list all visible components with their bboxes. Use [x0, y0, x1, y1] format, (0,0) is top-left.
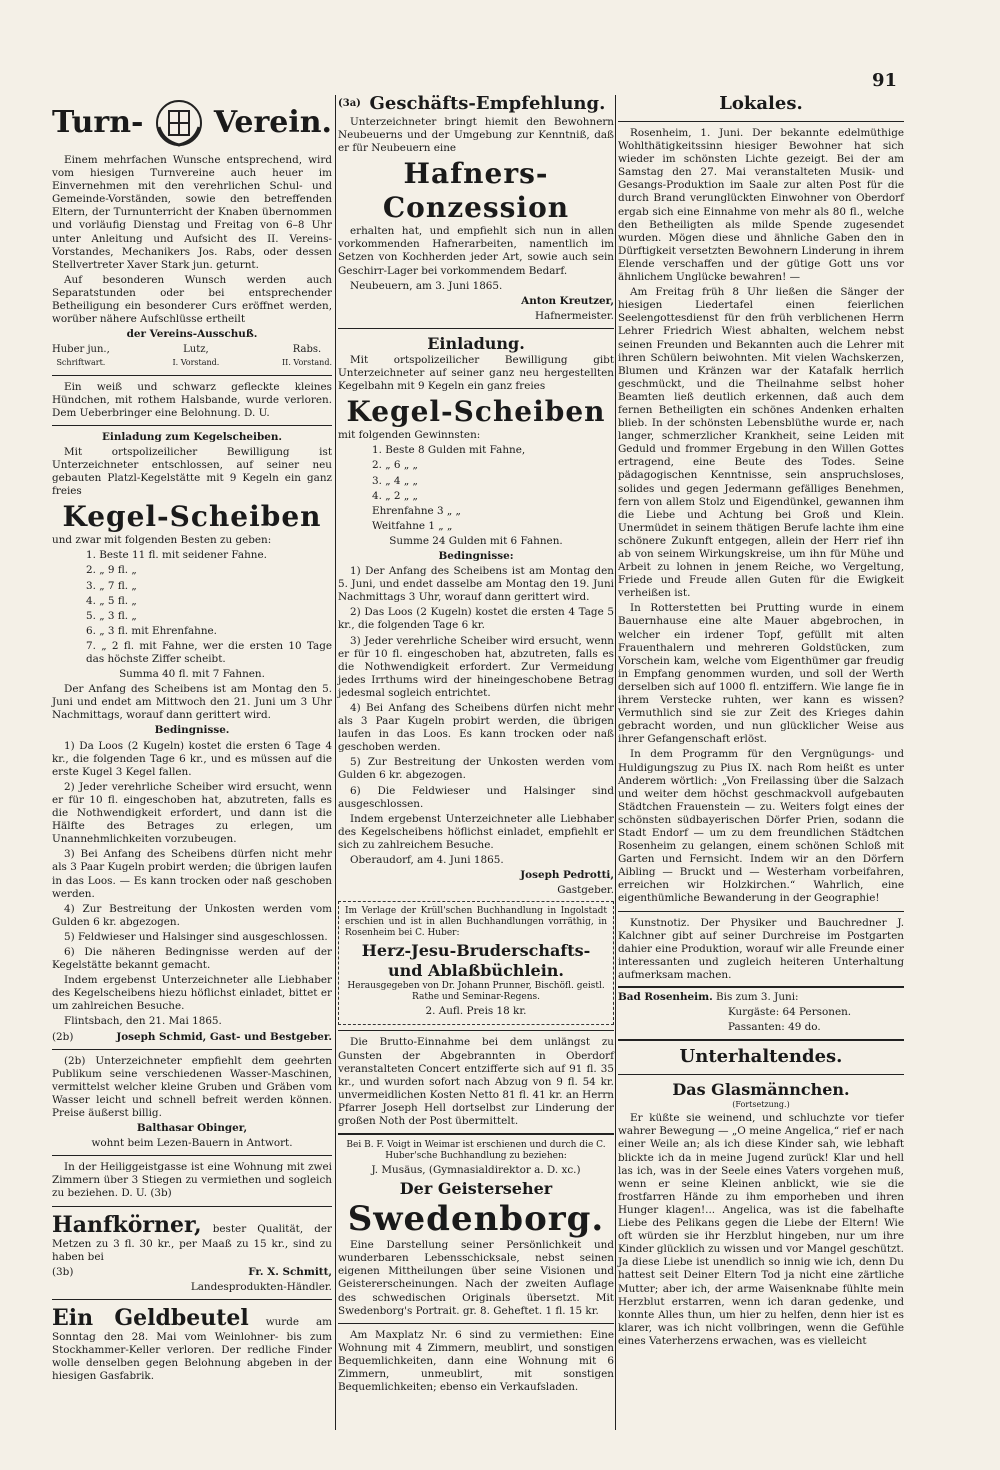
bad-text: Bis zum 3. Juni: — [716, 991, 799, 1003]
bedingnisse-title: Bedingnisse. — [154, 724, 230, 737]
prize-item: 3. „ 7 fl. „ — [86, 579, 137, 592]
kegel-scheiben2-title: Kegel-Scheiben — [346, 395, 606, 429]
signature-schmid: (2b) Joseph Schmid, Gast- und Bestgeber. — [52, 1030, 332, 1043]
summa2: Summe 24 Gulden mit 6 Fahnen. — [389, 534, 563, 547]
story-text: Er küßte sie weinend, und schluchzte vor tiefer wahrer Bewegung — „O meine Angelica,“ rief er nach einer Weile an; als ich diese Kinder sah, wie lebhaft blickte ich da in meine Jugend zurück! Klar und hell las ich, was in der Seele eines Vaters vorgehen muß, wenn er seine Kleinen anblickt, wie sie die frostfarren Hände zu ihm emporheben und ihren Hunger klagen!... Angelica, was ist die fabelhafte Liebe des Pelikans gegen die Liebe der Eltern! Wie oft würden sie ihr Herzblut hingeben, nur um ihre Kinder glücklich zu wissen und vor Mangel geschützt. Ja diese Liebe ist unendlich so innig wie ich, denn Du hattest seit Deiner Eltern Tod ja nicht eine zärtliche Mutter; aber ich, der arme Waisenknabe fühlte mein Herzblut erstarren, wenn ich daran gedenke, und konnte Alles thun, um hier zu helfen, denn hier ist es klarer, was ich nicht vollbringen, wenn die Gefühle eines Vaterherzens erwachen, was es vielleicht — [618, 1112, 904, 1347]
condition-item: 5) Zur Bestreitung der Unkosten werden vom Gulden 6 kr. abgezogen. — [338, 756, 614, 782]
column-left — [52, 92, 332, 1385]
column-divider — [335, 95, 336, 1430]
wasser-ad: (2b) Unterzeichneter empfiehlt dem geehrten Publikum seine verschiedenen Wasser-Maschinen, vermittelst welcher kleine Gruben und Gräben vom Wasser leicht und schnell befreit werden können. Preise äußerst billig. — [52, 1054, 332, 1119]
lokales-article: Rosenheim, 1. Juni. Der bekannte edelmüthige Wohlthätigkeitssinn hiesiger Bewohner hat sich wieder im schönsten Lichte gezeigt. Bei der am Samstag den 27. Mai veranstalteten Musik- und Gesangs-Produktion im Saale zur alten Post für die durch Brand verunglückten Einwohner von Oberdorf ergab sich eine Einnahme von mehr als 80 fl., welche den Betheiligten als milde Spende zugesendet wurden. Mögen diese und ähnliche Gaben den in Dürftigkeit versetzten Bewohnern Linderung in ihrem Elende verschaffen und der gütige Gott uns vor ähnlichem Unglücke bewahren! — — [618, 127, 904, 284]
obinger-address: wohnt beim Lezen-Bauern in Antwort. — [91, 1137, 293, 1150]
prize-item: 4. „ 2 „ „ — [372, 489, 418, 502]
voigt-text: Bei B. F. Voigt in Weimar ist erschienen und durch die C. Huber'sche Buchhandlung zu beziehen: — [346, 1140, 606, 1162]
ort2: Oberaudorf, am 4. Juni 1865. — [350, 854, 504, 867]
maxplatz-ad: Am Maxplatz Nr. 6 sind zu vermiethen: Eine Wohnung mit 4 Zimmern, meublirt, und sonstigen Bequemlichkeiten, dann eine Wohnung mit 6 Zimmern, unmeublirt, mit sonstigen Bequemlichkeiten; ebenso ein Verkaufsladen. — [338, 1328, 614, 1394]
verein-word: Verein. — [213, 105, 332, 141]
condition-item: 1) Der Anfang des Scheibens ist am Montag den 5. Juni, und endet dasselbe am Montag den 19. Juni Nachmittags 3 Uhr, worauf dann gerittert wird. — [338, 565, 614, 604]
prize2-list — [338, 444, 614, 533]
hanf-signature2: Landesprodukten-Händler. — [190, 1280, 332, 1293]
einladung2-text: Mit ortspolizeilicher Bewilligung gibt Unterzeichneter auf seiner ganz neu hergestellten Kegelbahn mit 9 Kegeln ein ganz freies — [338, 353, 614, 393]
prize-list — [52, 549, 332, 666]
hanf-ad: Hanfkörner, bester Qualität, der Metzen zu 3 fl. 30 kr., per Maaß zu 15 kr., sind zu haben bei — [52, 1211, 333, 1263]
turn-text2: Auf besonderen Wunsch werden auch Separatstunden oder bei entsprechender Betheiligung ein besonderer Curs eröffnet werden, worüber nähere Aufschlüsse ertheilt — [52, 273, 332, 326]
geschaefts-intro: Unterzeichneter bringt hiemit den Bewohnern Neubeuerns und der Umgebung zur Kenntniß, daß er für Neubeuern eine — [338, 116, 614, 155]
condition-item: 2) Jeder verehrliche Scheiber wird ersucht, wenn er für 10 fl. eingeschoben hat, abzutreten, falls es die Nothwendigkeit erfordert, und dann ist die Hälfte des Betrages zu erlegen, um Unannehmlichkeiten vorzubeugen. — [52, 780, 332, 846]
hafner-role: Hafnermeister. — [534, 309, 614, 322]
geisterseher-title: Der Geisterseher — [399, 1179, 553, 1199]
herz-jesu-price: 2. Aufl. Preis 18 kr. — [425, 1005, 527, 1018]
kurgaeste: Kurgäste: 64 Personen. — [728, 1006, 852, 1019]
turn-word: Turn- — [52, 105, 144, 141]
prize-item: 6. „ 3 fl. mit Ehrenfahne. — [86, 624, 217, 637]
hafner-signature: Anton Kreutzer, — [521, 294, 614, 307]
musaeus: J. Musäus, (Gymnasialdirektor a. D. xc.) — [371, 1164, 581, 1177]
summa: Summa 40 fl. mit 7 Fahnen. — [119, 668, 265, 681]
condition-item: 4) Bei Anfang des Scheibens dürfen nicht mehr als 3 Paar Kugeln probirt werden, die übrigen laufen in das Loos. Es kann trocken oder naß geschoben werden. — [338, 702, 614, 754]
prize-item: 2. „ 6 „ „ — [372, 459, 418, 472]
pedrotti-signature: Joseph Pedrotti, — [520, 869, 614, 882]
lokales-article: In Rotterstetten bei Prutting wurde in einem Bauernhause eine alte Mauer abgebrochen, in welcher ein irdener Topf, gefüllt mit alten Frauenthalern und mehreren Goldstücken, zum Vorschein kam, welche vom Eigenthümer gar freudig in Empfang genommen wurden, und soll der Werth derselben sich auf 1000 fl. entziffern. Wie lange fie in ihrem Verstecke ruhten, wer kann es wissen? Vermuthlich sind sie zur Zeit des Krieges dahin gebracht worden, und nun glücklicher Weise aus ihrer Gefangenschaft erlöst. — [618, 602, 904, 746]
condition-item: 1) Da Loos (2 Kugeln) kostet die ersten 6 Tage 4 kr., die folgenden Tage 6 kr., und es müssen auf die erste Kugel 3 Kegel fallen. — [52, 739, 332, 778]
condition-item: 3) Jeder verehrliche Scheiber wird ersucht, wenn er für 10 fl. eingeschoben hat, abzutreten, falls es die Nothwendigkeit erfordert. Zur Vermeidung jedes Irrthums wird der hineingeschobene Betrag jedesmal sogleich entrichtet. — [338, 634, 614, 699]
geschaefts-title: (3a) Geschäfts-Empfehlung. — [338, 93, 606, 114]
hafner-text: erhalten hat, und empfiehlt sich nun in allen vorkommenden Hafnerarbeiten, namentlich im Setzen von Kochherden jeder Art, sowie auch sein Geschirr-Lager bei vorkommendem Bedarf. — [338, 225, 614, 277]
column-divider — [615, 95, 616, 1430]
page-number: 91 — [872, 70, 898, 91]
einladung2-title: Einladung. — [427, 333, 525, 353]
kegel2-intro: mit folgenden Gewinnsten: — [338, 429, 481, 442]
prize-item: Ehrenfahne 3 „ „ — [372, 504, 461, 517]
hafner-ort: Neubeuern, am 3. Juni 1865. — [350, 279, 503, 292]
prize-item: 5. „ 3 fl. „ — [86, 609, 137, 622]
glasmaennchen-title: Das Glasmännchen. — [672, 1080, 850, 1100]
ort-datum: Flintsbach, den 21. Mai 1865. — [64, 1015, 222, 1028]
lokales-title: Lokales. — [719, 93, 803, 114]
turnverein-header — [52, 92, 332, 154]
anfang: Der Anfang des Scheibens ist am Montag den 5. Juni und endet am Mittwoch den 21. Juni um 3 Uhr Nachmittags, worauf dann gerittert wird. — [52, 683, 332, 722]
fortsetzung: (Fortsetzung.) — [732, 1100, 790, 1110]
kunstnotiz: Kunstnotiz. Der Physiker und Bauchredner J. Kalchner gibt auf seiner Durchreise im Postgarten dahier eine Produktion, worauf wir alle Freunde einer interessanten und zugleich heiteren Unterhaltung aufmerksam machen. — [618, 916, 904, 981]
prize-item: 4. „ 5 fl. „ — [86, 594, 137, 607]
turn-signatories: Huber jun., Schriftwart. Lutz, I. Vorstand. Rabs. II. Vorstand. — [52, 344, 332, 368]
hafner-title: Hafners-Conzession — [382, 157, 570, 225]
kegel-scheiben-title: Kegel-Scheiben — [62, 500, 322, 534]
einladung-title: Einladung zum Kegelscheiben. — [102, 430, 282, 443]
book-ad-herz-jesu — [338, 901, 614, 1025]
unterhaltendes-title: Unterhaltendes. — [679, 1046, 843, 1068]
condition-item: 6) Die näheren Bedingnisse werden auf der Kegelstätte bekannt gemacht. — [52, 945, 332, 972]
herz-jesu-author: Herausgegeben von Dr. Johann Prunner, Bischöfl. geistl. Rathe und Seminar-Regens. — [347, 981, 605, 1003]
passanten: Passanten: 49 do. — [728, 1021, 821, 1034]
prize-item: 3. „ 4 „ „ — [372, 474, 418, 487]
turn-text: Einem mehrfachen Wunsche entsprechend, wird vom hiesigen Turnvereine auch heuer im Einvernehmen mit den verehrlichen Schul- und Gemeinde-Vorständen, sowie den betreffenden Eltern, der Turnunterricht der Knaben übernommen und vorläufig Dienstag und Freitag von 6–8 Uhr unter Anleitung und Aufsicht des II. Vereins-Vorstandes, Mechanikers Jos. Rabs, oder dessen Stellvertreter Xaver Stark jun. geturnt. — [52, 154, 332, 271]
lost-dog-ad: Ein weiß und schwarz gefleckte kleines Hündchen, mit rothem Halsbande, wurde verloren. Dem Ueberbringer eine Belohnung. D. U. — [52, 380, 332, 419]
column-middle — [338, 92, 614, 1396]
pedrotti-role: Gastgeber. — [557, 884, 614, 897]
lokales-article: In dem Programm für den Vergnügungs- und Huldigungszug zu Pius IX. nach Rom heißt es unter Anderem wörtlich: „Von Freilassing über die Salzach und weiter dem höchst geschmackvoll aufgebauten Städtchen Frauenstein — zu. Weiters folgt eines der schönsten südbayerischen Dörfer Prien, sodann die Stadt Endorf — um zu dem freundlichen Städtchen Rosenheim zu gelangen, einem schönen Schloß mit Garten und Fernsicht. Indem wir an den Dörfern Aibling — Bruckt und — Westerham vorbeifahren, erreichen wir Holzkirchen.“ Wahrlich, eine eigenthümliche Bewanderung in der Geographie! — [618, 748, 904, 905]
verlag-text: Im Verlage der Krüll'schen Buchhandlung in Ingolstadt erschien und ist in allen Buchhandlungen vorräthig, in Rosenheim bei C. Huber: — [345, 906, 607, 939]
prize-item: 7. „ 2 fl. mit Fahne, wer die ersten 10 Tage das höchste Ziffer scheibt. — [86, 639, 332, 665]
wohnung-ad: In der Heiliggeistgasse ist eine Wohnung mit zwei Zimmern über 3 Stiegen zu vermiethen und sogleich zu beziehen. D. U. (3b) — [52, 1161, 332, 1200]
swedenborg-title: Swedenborg. — [347, 1199, 605, 1240]
obinger-name: Balthasar Obinger, — [136, 1122, 248, 1135]
bad-title: Bad Rosenheim. — [618, 991, 713, 1003]
prize-item: 1. Beste 8 Gulden mit Fahne, — [372, 444, 526, 457]
condition-item: 5) Feldwieser und Halsinger sind ausgeschlossen. — [64, 930, 328, 943]
condition-item: 2) Das Loos (2 Kugeln) kostet die ersten 4 Tage 5 kr., die folgenden Tage 6 kr. — [338, 606, 614, 632]
hanf-signature: (3b) Fr. X. Schmitt, — [52, 1265, 332, 1278]
einladung-text: Mit ortspolizeilicher Bewilligung ist Unterzeichneter entschlossen, auf seiner neu gebauten Platzl-Kegelstätte mit 9 Kegeln ein ganz freies — [52, 445, 332, 498]
condition-item: 6) Die Feldwieser und Halsinger sind ausgeschlossen. — [338, 784, 614, 810]
schluss2: Indem ergebenst Unterzeichneter alle Liebhaber des Kegelscheibens höflichst einladet, empfiehlt er sich zu zahlreichem Besuche. — [338, 812, 614, 851]
condition-item: 4) Zur Bestreitung der Unkosten werden vom Gulden 6 kr. abgezogen. — [52, 902, 332, 928]
bedingnisse2-title: Bedingnisse: — [438, 549, 514, 562]
herz-jesu-title: Herz-Jesu-Bruderschafts- und Ablaßbüchlein. — [361, 941, 591, 981]
condition-item: 3) Bei Anfang des Scheibens dürfen nicht mehr als 3 Paar Kugeln probirt werden; die übrigen laufen in das Loos. — Es kann trocken oder naß geschoben werden. — [52, 848, 332, 900]
bad-rosenheim — [618, 986, 904, 1041]
column-right — [618, 92, 904, 1350]
brutto-notice: Die Brutto-Einnahme bei dem unlängst zu Gunsten der Abgebrannten in Oberdorf veranstalteten Concert entzifferte sich auf 91 fl. 35 kr., und wurden sofort nach Abzug von 9 fl. 54 kr. unvermeidlichen Kosten Netto 81 fl. 41 kr. an Herrn Pfarrer Joseph Hell dortselbst zur Linderung der großen Noth der Post übermittelt. — [338, 1036, 614, 1127]
kegel-intro: und zwar mit folgenden Besten zu geben: — [52, 534, 272, 547]
turn-signature: der Vereins-Ausschuß. — [126, 328, 258, 341]
geld-ad: Ein Geldbeutel wurde am Sonntag den 28. Mai vom Weinlohner- bis zum Stockhammer-Keller verloren. Der redliche Finder wolle denselben gegen Belohnung abgeben in der hiesigen Gasfabrik. — [52, 1304, 332, 1383]
swedenborg-text: Eine Darstellung seiner Persönlichkeit und wunderbaren Lebensschicksale, nebst seinen eigenen Mittheilungen über seine Visionen und Geistererscheinungen. Nach der zweiten Auflage des schwedischen Originals übersetzt. Mit Swedenborg's Portrait. gr. 8. Geheftet. 1 fl. 15 kr. — [338, 1239, 614, 1317]
prize-item: 1. Beste 11 fl. mit seidener Fahne. — [86, 549, 267, 562]
prize-item: Weitfahne 1 „ „ — [372, 519, 453, 532]
schluss: Indem ergebenst Unterzeichneter alle Liebhaber des Kegelscheibens hiezu höflichst einladet, bittet er um zahlreichen Besuche. — [52, 974, 332, 1013]
lokales-article: Am Freitag früh 8 Uhr ließen die Sänger der hiesigen Liedertafel einen feierlichen Seelengottesdienst für den früh verblichenen Herrn Lehrer Friedrich Wiest abhalten, welchem nebst seinen Freunden und Bekannten auch die Lehrer mit ihren Schülern beiwohnten. Mit vielen Wachskerzen, Blumen und Kränzen war der Katafalk herrlich geschmückt, und die Theilnahme selbst hoher Beamten ließ deutlich erkennen, daß auch dem fernen Betheiligten ein schönes Andenken erhalten blieb. In der schönsten Lebensblüthe wurde er, nach langer, schmerzlicher Krankheit, seine Leiden mit Geduld und frommer Ergebung in den Willen Gottes ertragend, eine Beute des Todes. Seine pädagogischen Kenntnisse, sein anspruchsloses, solides und gegen Jedermann gefälliges Benehmen, fern von allem Stolz und Eigendünkel, gewannen ihm die Liebe und Achtung bei Groß und Klein. Unermüdet in seinem thätigen Berufe lachte ihm eine schönere Zukunft entgegen, allein der Herr rief ihn ab von seinem Wirkungskreise, um ihn für Mühe und Arbeit zu lohnen in jenem Reiche, wo Vergeltung, Friede und Freude allen Guten für die Ewigkeit verheißen ist. — [618, 286, 904, 600]
prize-item: 2. „ 9 fl. „ — [86, 564, 137, 577]
wreath-emblem-icon — [153, 97, 205, 149]
